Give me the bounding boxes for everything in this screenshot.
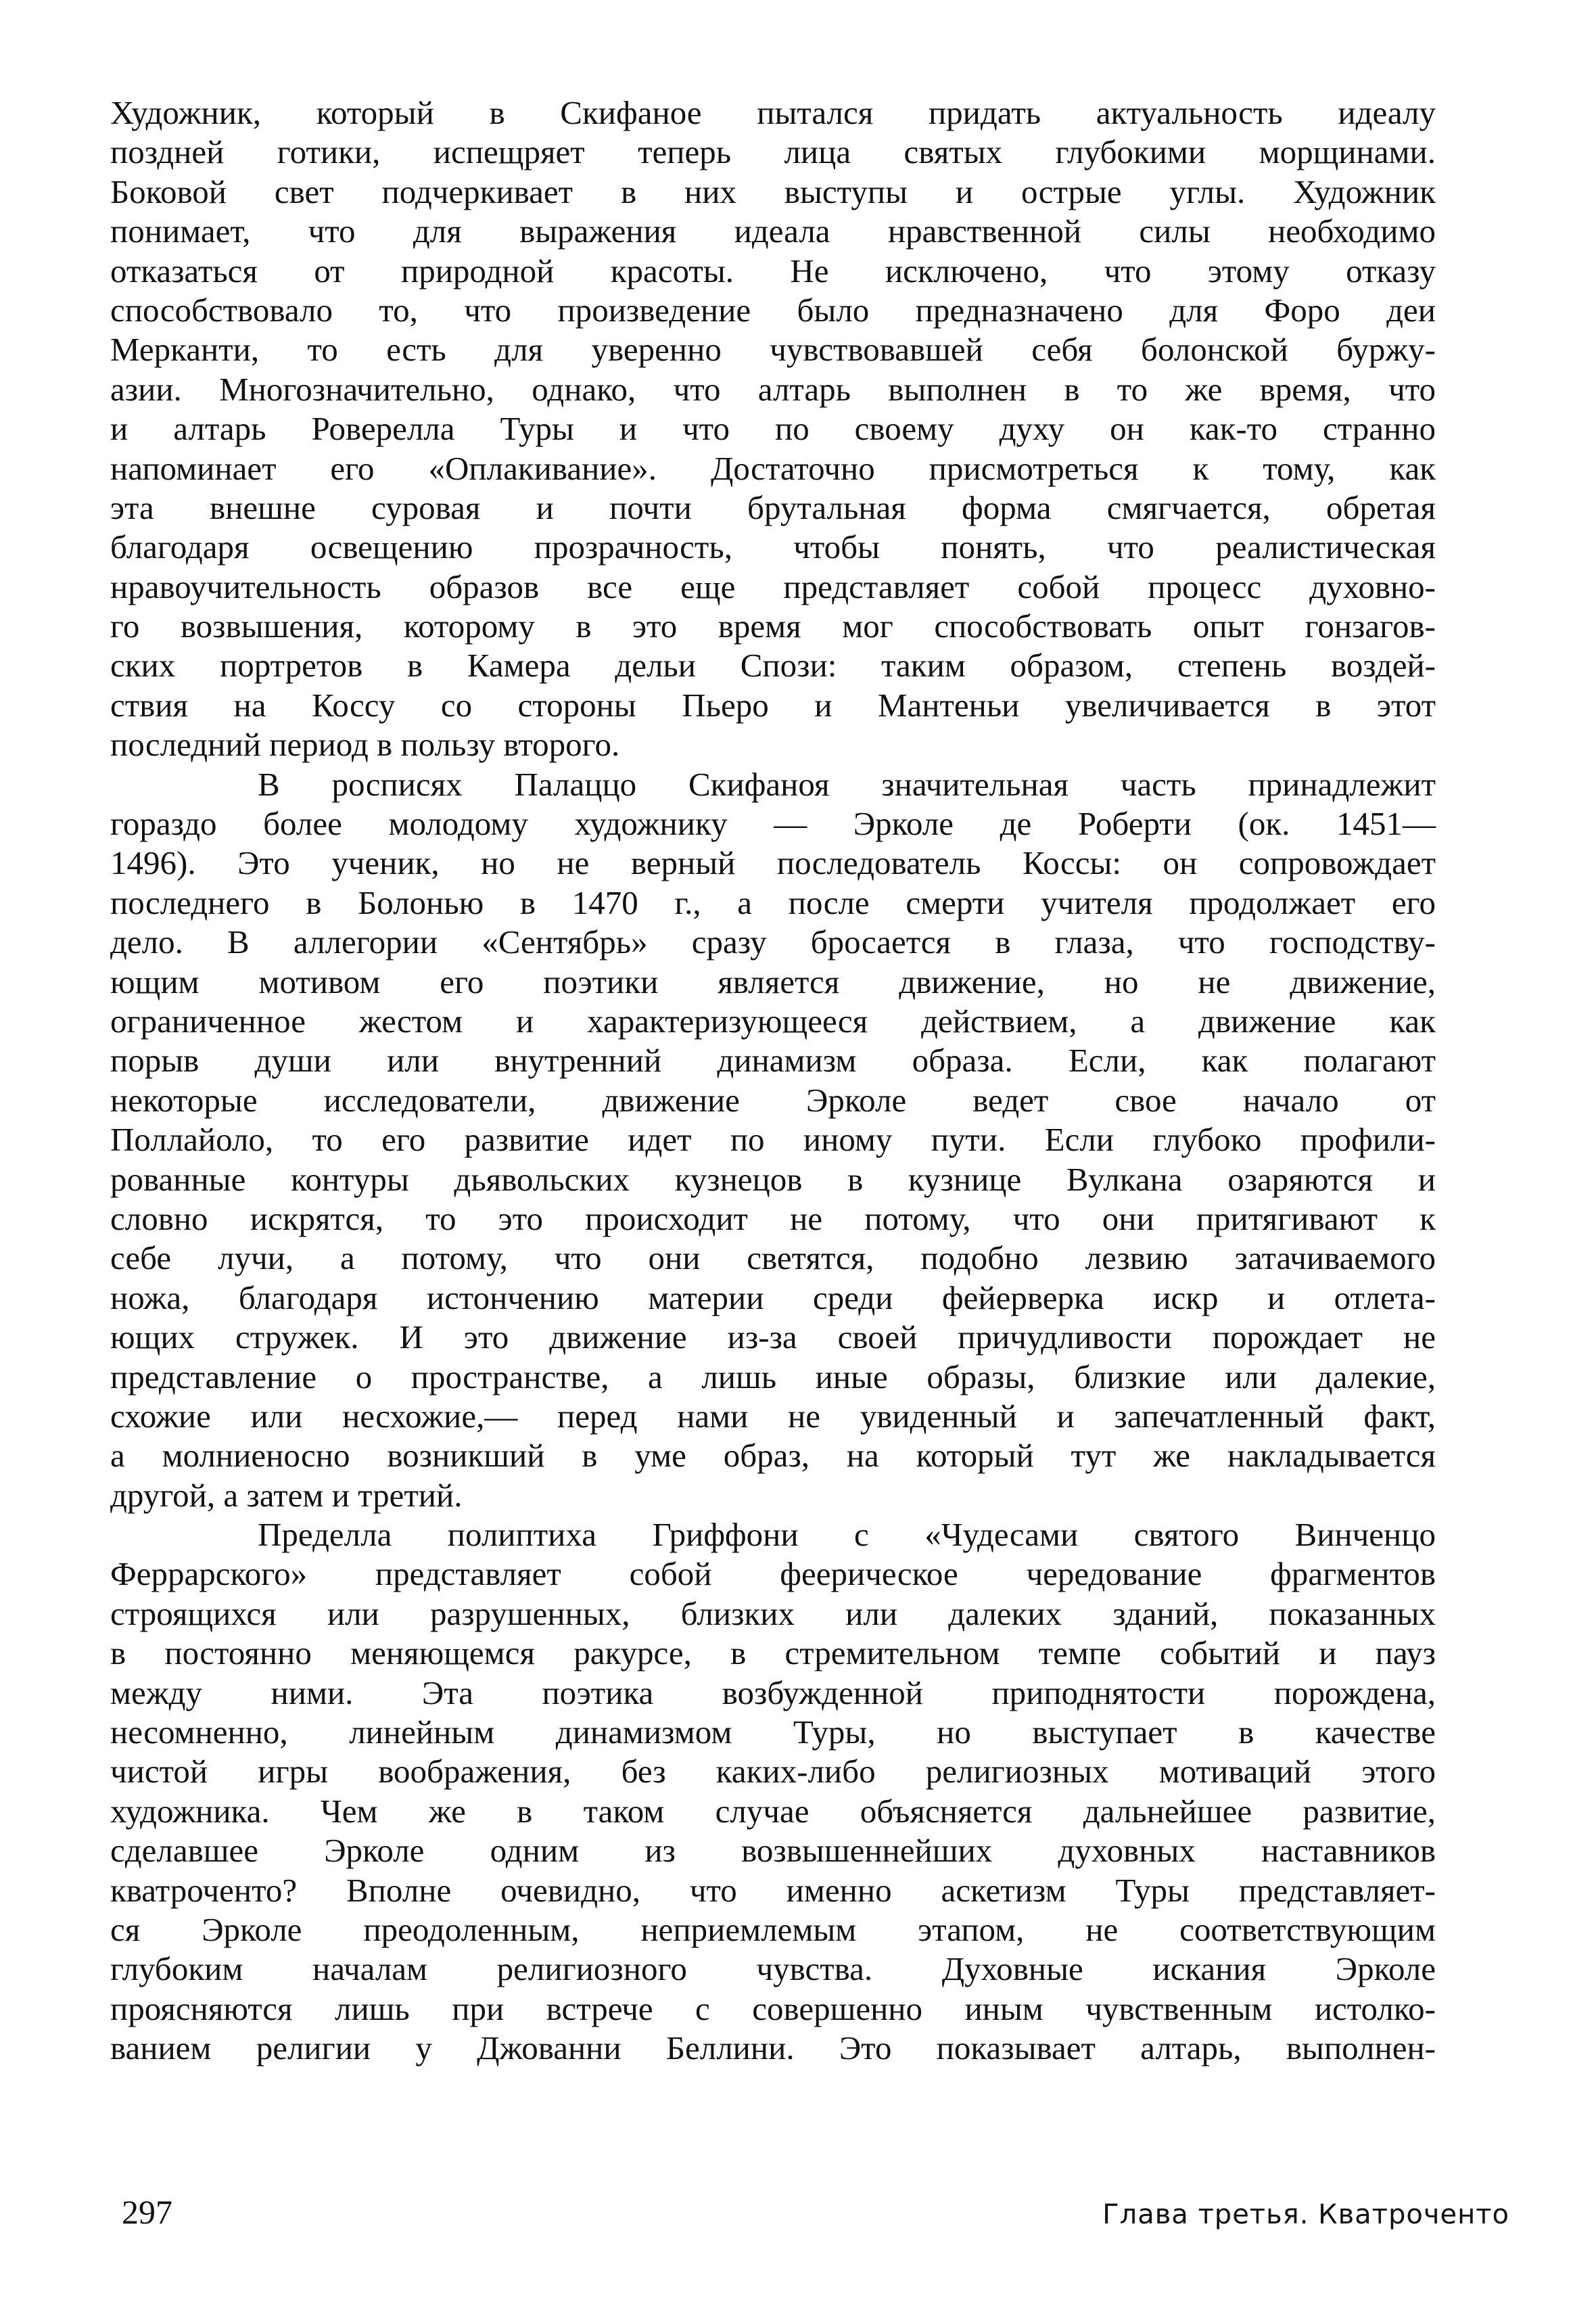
text-line: поздней готики, испещряет теперь лица святых глубокими морщинами. — [110, 133, 1436, 171]
text-line: между ними. Эта поэтика возбужденной приподнятости порождена, — [110, 1674, 1436, 1711]
text-line: ванием религии у Джованни Беллини. Это показывает алтарь, выполнен- — [110, 2029, 1436, 2067]
text-line: благодаря освещению прозрачность, чтобы понять, что реалистическая — [110, 528, 1436, 566]
text-line: ских портретов в Камера дельи Спози: таким образом, степень воздей- — [110, 647, 1436, 685]
text-line: глубоким началам религиозного чувства. Духовные искания Эрколе — [110, 1950, 1436, 1988]
text-line: ствия на Коссу со стороны Пьеро и Мантеньи увеличивается в этот — [110, 686, 1436, 724]
text-line: словно искрятся, то это происходит не потому, что они притягивают к — [110, 1199, 1436, 1237]
text-line: гораздо более молодому художнику — Эрколе де Роберти (ок. 1451— — [110, 805, 1436, 843]
text-line: ющих стружек. И это движение из-за своей причудливости порождает не — [110, 1318, 1436, 1356]
text-line: в постоянно меняющемся ракурсе, в стремительном темпе событий и пауз — [110, 1634, 1436, 1672]
text-line: Пределла полиптиха Гриффони с «Чудесами святого Винченцо — [258, 1516, 1436, 1554]
text-line: понимает, что для выражения идеала нравственной силы необходимо — [110, 212, 1436, 250]
text-line: Художник, который в Скифаное пытался придать актуальность идеалу — [110, 94, 1436, 131]
text-line: Мерканти, то есть для уверенно чувствовавшей себя болонской буржу- — [110, 331, 1436, 369]
text-line: рованные контуры дьявольских кузнецов в кузнице Вулкана озаряются и — [110, 1160, 1436, 1198]
text-line: проясняются лишь при встрече с совершенно иным чувственным истолко- — [110, 1989, 1436, 2027]
text-line: Феррарского» представляет собой феерическое чередование фрагментов — [110, 1555, 1436, 1593]
text-line: го возвышения, которому в это время мог способствовать опыт гонзагов- — [110, 607, 1436, 645]
body-text — [110, 93, 1436, 2069]
text-line: 1496). Это ученик, но не верный последователь Коссы: он сопровождает — [110, 844, 1436, 882]
text-line: несомненно, линейным динамизмом Туры, но выступает в качестве — [110, 1713, 1436, 1751]
text-line: нравоучительность образов все еще представляет собой процесс духовно- — [110, 568, 1436, 605]
page-number: 297 — [122, 2193, 172, 2231]
text-line: представление о пространстве, а лишь иные образы, близкие или далекие, — [110, 1358, 1436, 1395]
text-line: последний период в пользу второго. — [110, 726, 620, 764]
text-line: напоминает его «Оплакивание». Достаточно присмотреться к тому, как — [110, 449, 1436, 487]
text-line: и алтарь Роверелла Туры и что по своему духу он как-то странно — [110, 410, 1436, 448]
running-title: Глава третья. Кватроченто — [1102, 2199, 1509, 2230]
paragraph-3 — [110, 1515, 1436, 2068]
text-line: азии. Многозначительно, однако, что алтарь выполнен в то же время, что — [110, 370, 1436, 408]
text-line: некоторые исследователи, движение Эрколе ведет свое начало от — [110, 1081, 1436, 1119]
text-line: художника. Чем же в таком случае объясняется дальнейшее развитие, — [110, 1792, 1436, 1830]
text-line: ющим мотивом его поэтики является движение, но не движение, — [110, 963, 1436, 1000]
text-line: способствовало то, что произведение было предназначено для Форо деи — [110, 291, 1436, 329]
text-line: сделавшее Эрколе одним из возвышеннейших духовных наставников — [110, 1832, 1436, 1870]
paragraph-2 — [110, 765, 1436, 1515]
text-line: эта внешне суровая и почти брутальная форма смягчается, обретая — [110, 488, 1436, 526]
text-line: отказаться от природной красоты. Не исключено, что этому отказу — [110, 252, 1436, 290]
text-line: ограниченное жестом и характеризующееся действием, а движение как — [110, 1002, 1436, 1040]
text-line: чистой игры воображения, без каких-либо религиозных мотиваций этого — [110, 1753, 1436, 1791]
text-line: ся Эрколе преодоленным, неприемлемым этапом, не соответствующим — [110, 1910, 1436, 1948]
text-line: Боковой свет подчеркивает в них выступы и острые углы. Художник — [110, 172, 1436, 210]
text-line: кватроченто? Вполне очевидно, что именно аскетизм Туры представляет- — [110, 1871, 1436, 1909]
paragraph-1 — [110, 93, 1436, 765]
text-line: последнего в Болонью в 1470 г., а после смерти учителя продолжает его — [110, 883, 1436, 921]
text-line: схожие или несхожие,— перед нами не увиденный и запечатленный факт, — [110, 1397, 1436, 1435]
text-line: ножа, благодаря истончению материи среди фейерверка искр и отлета- — [110, 1278, 1436, 1316]
text-line: другой, а затем и третий. — [110, 1476, 463, 1514]
text-line: Поллайоло, то его развитие идет по иному пути. Если глубоко профили- — [110, 1121, 1436, 1159]
text-line: себе лучи, а потому, что они светятся, подобно лезвию затачиваемого — [110, 1239, 1436, 1277]
text-line: порыв души или внутренний динамизм образа. Если, как полагают — [110, 1042, 1436, 1080]
text-line: а молниеносно возникший в уме образ, на который тут же накладывается — [110, 1437, 1436, 1475]
text-line: В росписях Палаццо Скифаноя значительная часть принадлежит — [258, 765, 1436, 803]
text-line: дело. В аллегории «Сентябрь» сразу бросается в глаза, что господству- — [110, 923, 1436, 961]
text-line: строящихся или разрушенных, близких или далеких зданий, показанных — [110, 1594, 1436, 1632]
